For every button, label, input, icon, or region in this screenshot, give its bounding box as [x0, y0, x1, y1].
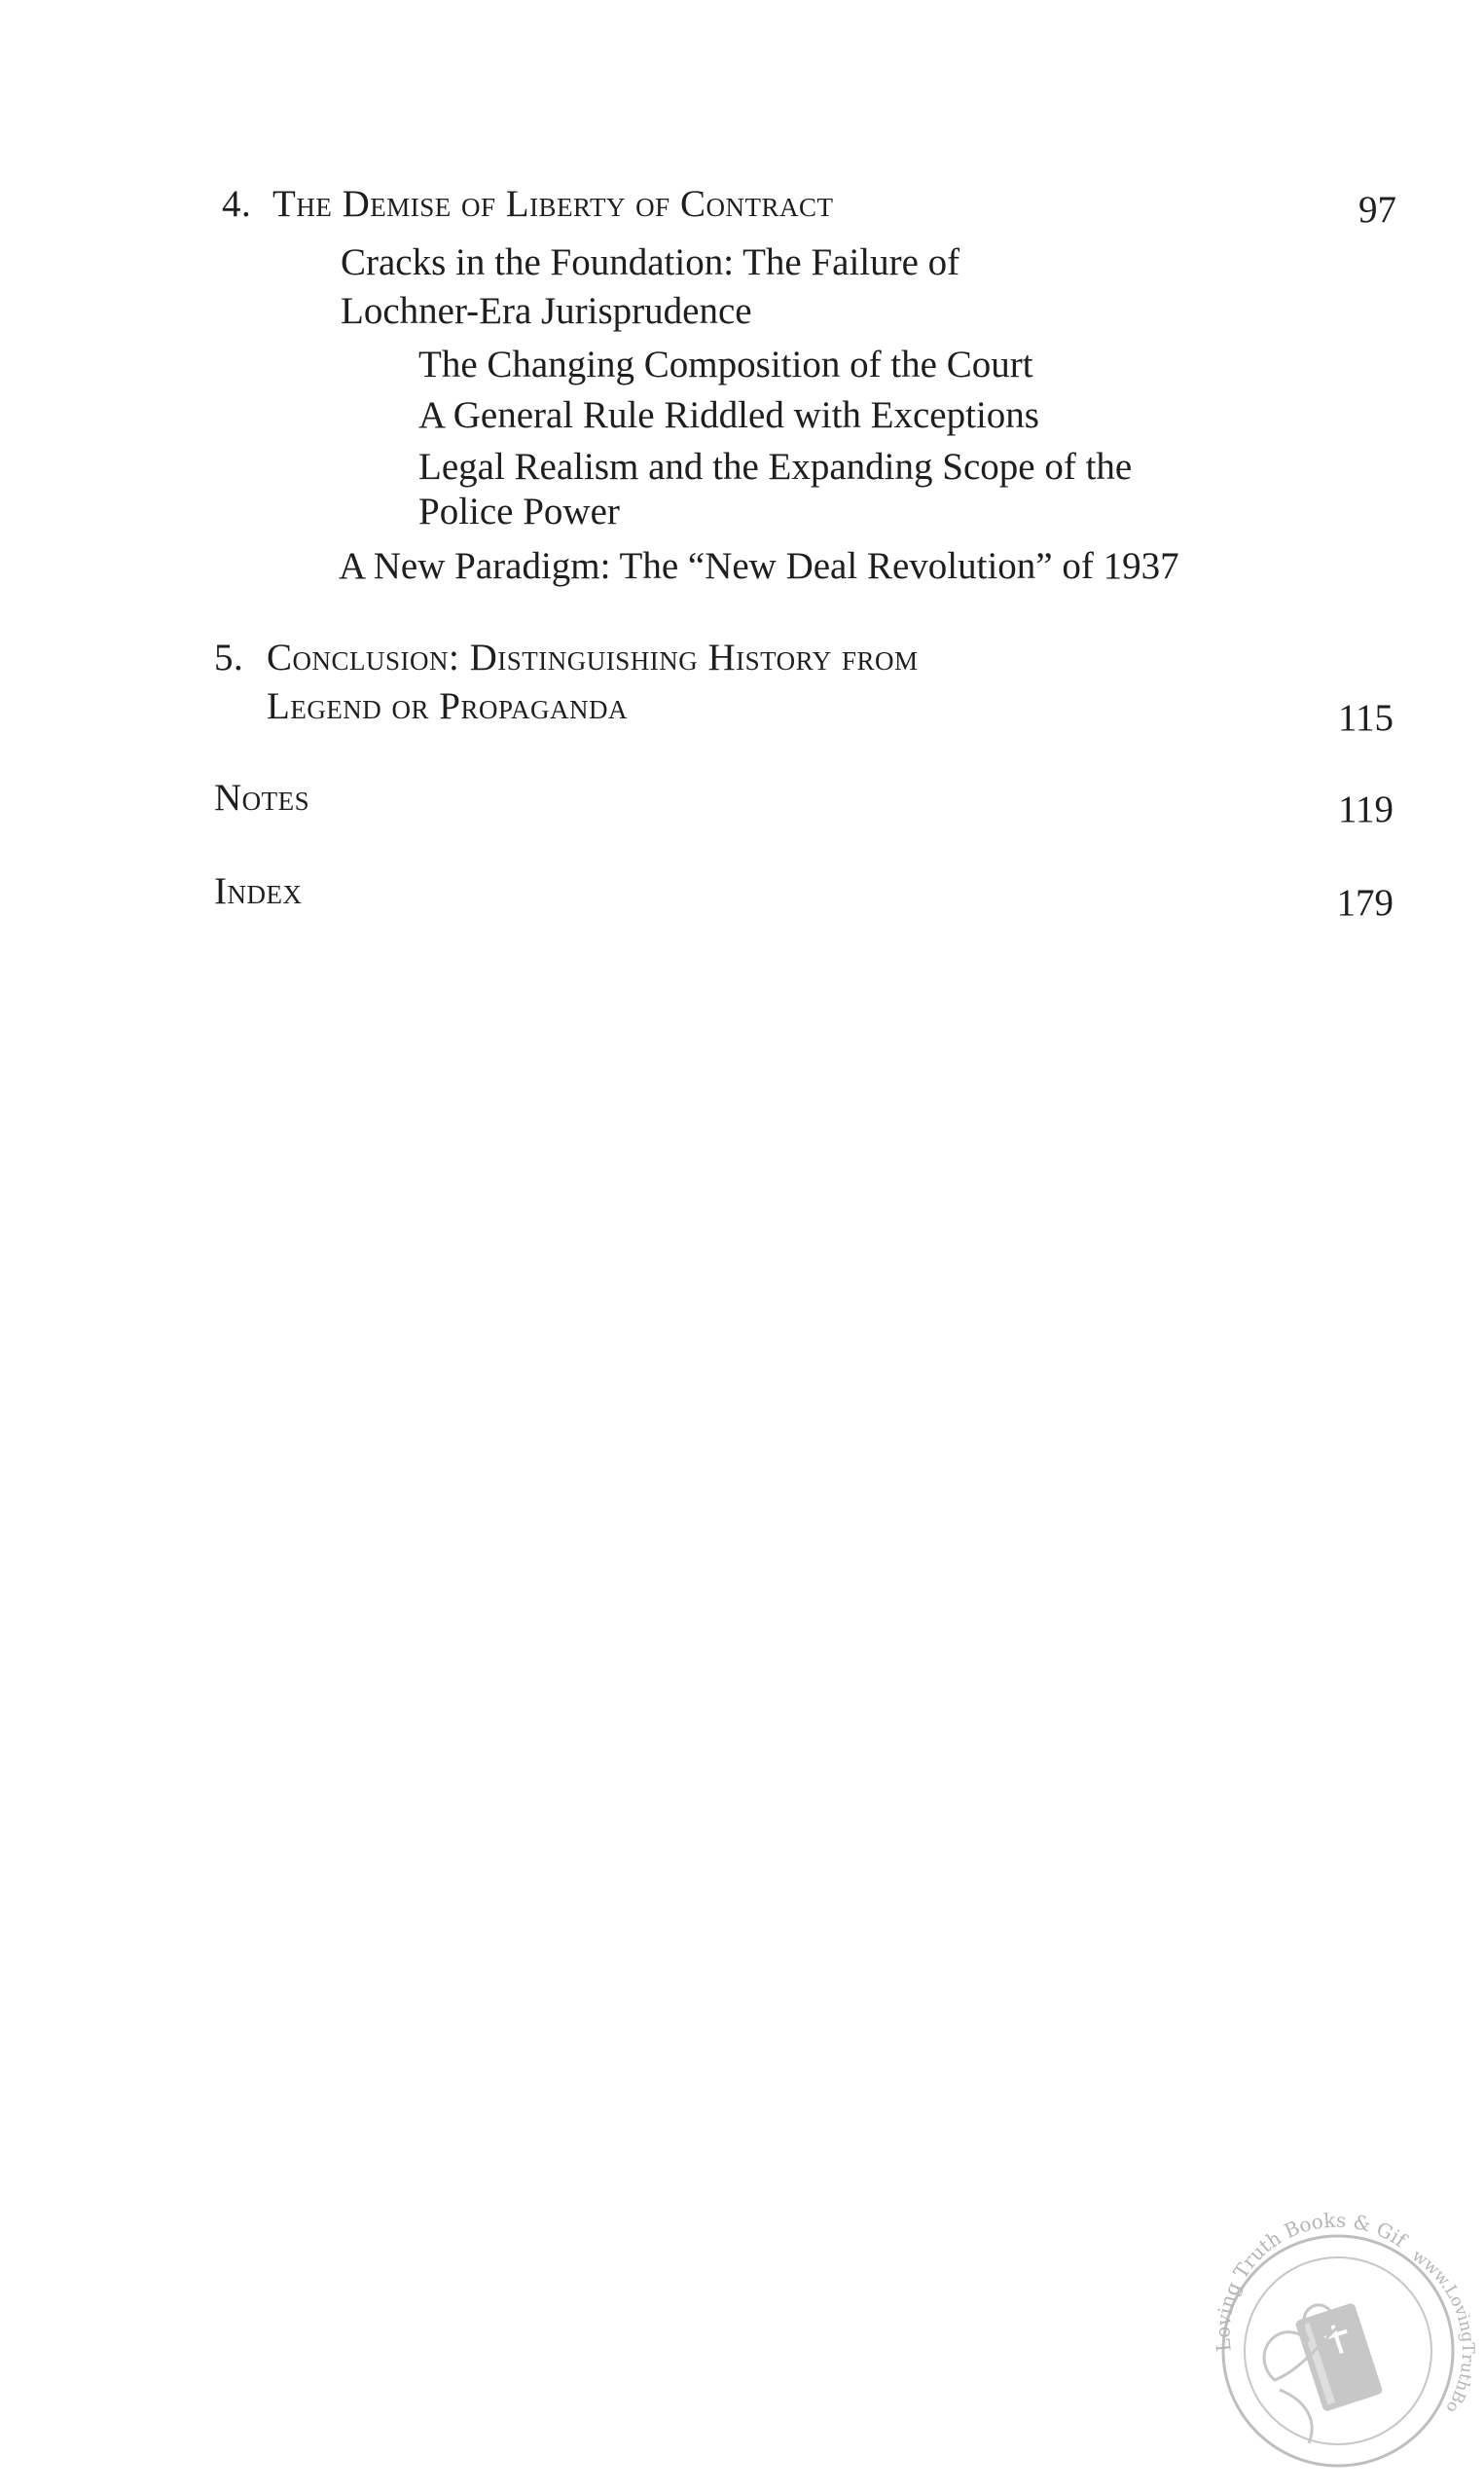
- chapter-5-title-cont: Legend or Propaganda: [267, 685, 629, 727]
- chapter-4-number: 4.: [222, 183, 252, 225]
- chapter-4-title: The Demise of Liberty of Contract: [272, 183, 834, 225]
- notes-title: Notes: [214, 777, 310, 819]
- index-title: Index: [214, 870, 303, 912]
- svg-text:Loving Truth Books & Gifts: Loving Truth Books & Gif: [1211, 2208, 1411, 2353]
- subsection-heading: Legal Realism and the Expanding Scope of the: [418, 446, 1133, 488]
- chapter-4-page: 97: [1358, 189, 1396, 231]
- chapter-5-title: Conclusion: Distinguishing History from: [267, 637, 919, 678]
- index-page: 179: [1336, 882, 1394, 924]
- section-heading: A New Paradigm: The “New Deal Revolution” of 1937: [339, 545, 1179, 587]
- watermark-stamp: [1192, 2180, 1484, 2482]
- gift-book-icon: [1192, 2180, 1484, 2482]
- subsection-heading: A General Rule Riddled with Exceptions: [418, 394, 1039, 436]
- subsection-heading-cont: Police Power: [418, 491, 620, 532]
- notes-page: 119: [1337, 788, 1394, 830]
- svg-text:www.LovingTruthBooks.com: www.LovingTruthBo: [1408, 2246, 1478, 2417]
- chapter-5-number: 5.: [214, 637, 244, 678]
- section-heading: Cracks in the Foundation: The Failure of: [341, 241, 960, 283]
- chapter-5-page: 115: [1337, 697, 1394, 739]
- subsection-heading: The Changing Composition of the Court: [418, 344, 1033, 385]
- section-heading-cont: Lochner-Era Jurisprudence: [341, 290, 752, 332]
